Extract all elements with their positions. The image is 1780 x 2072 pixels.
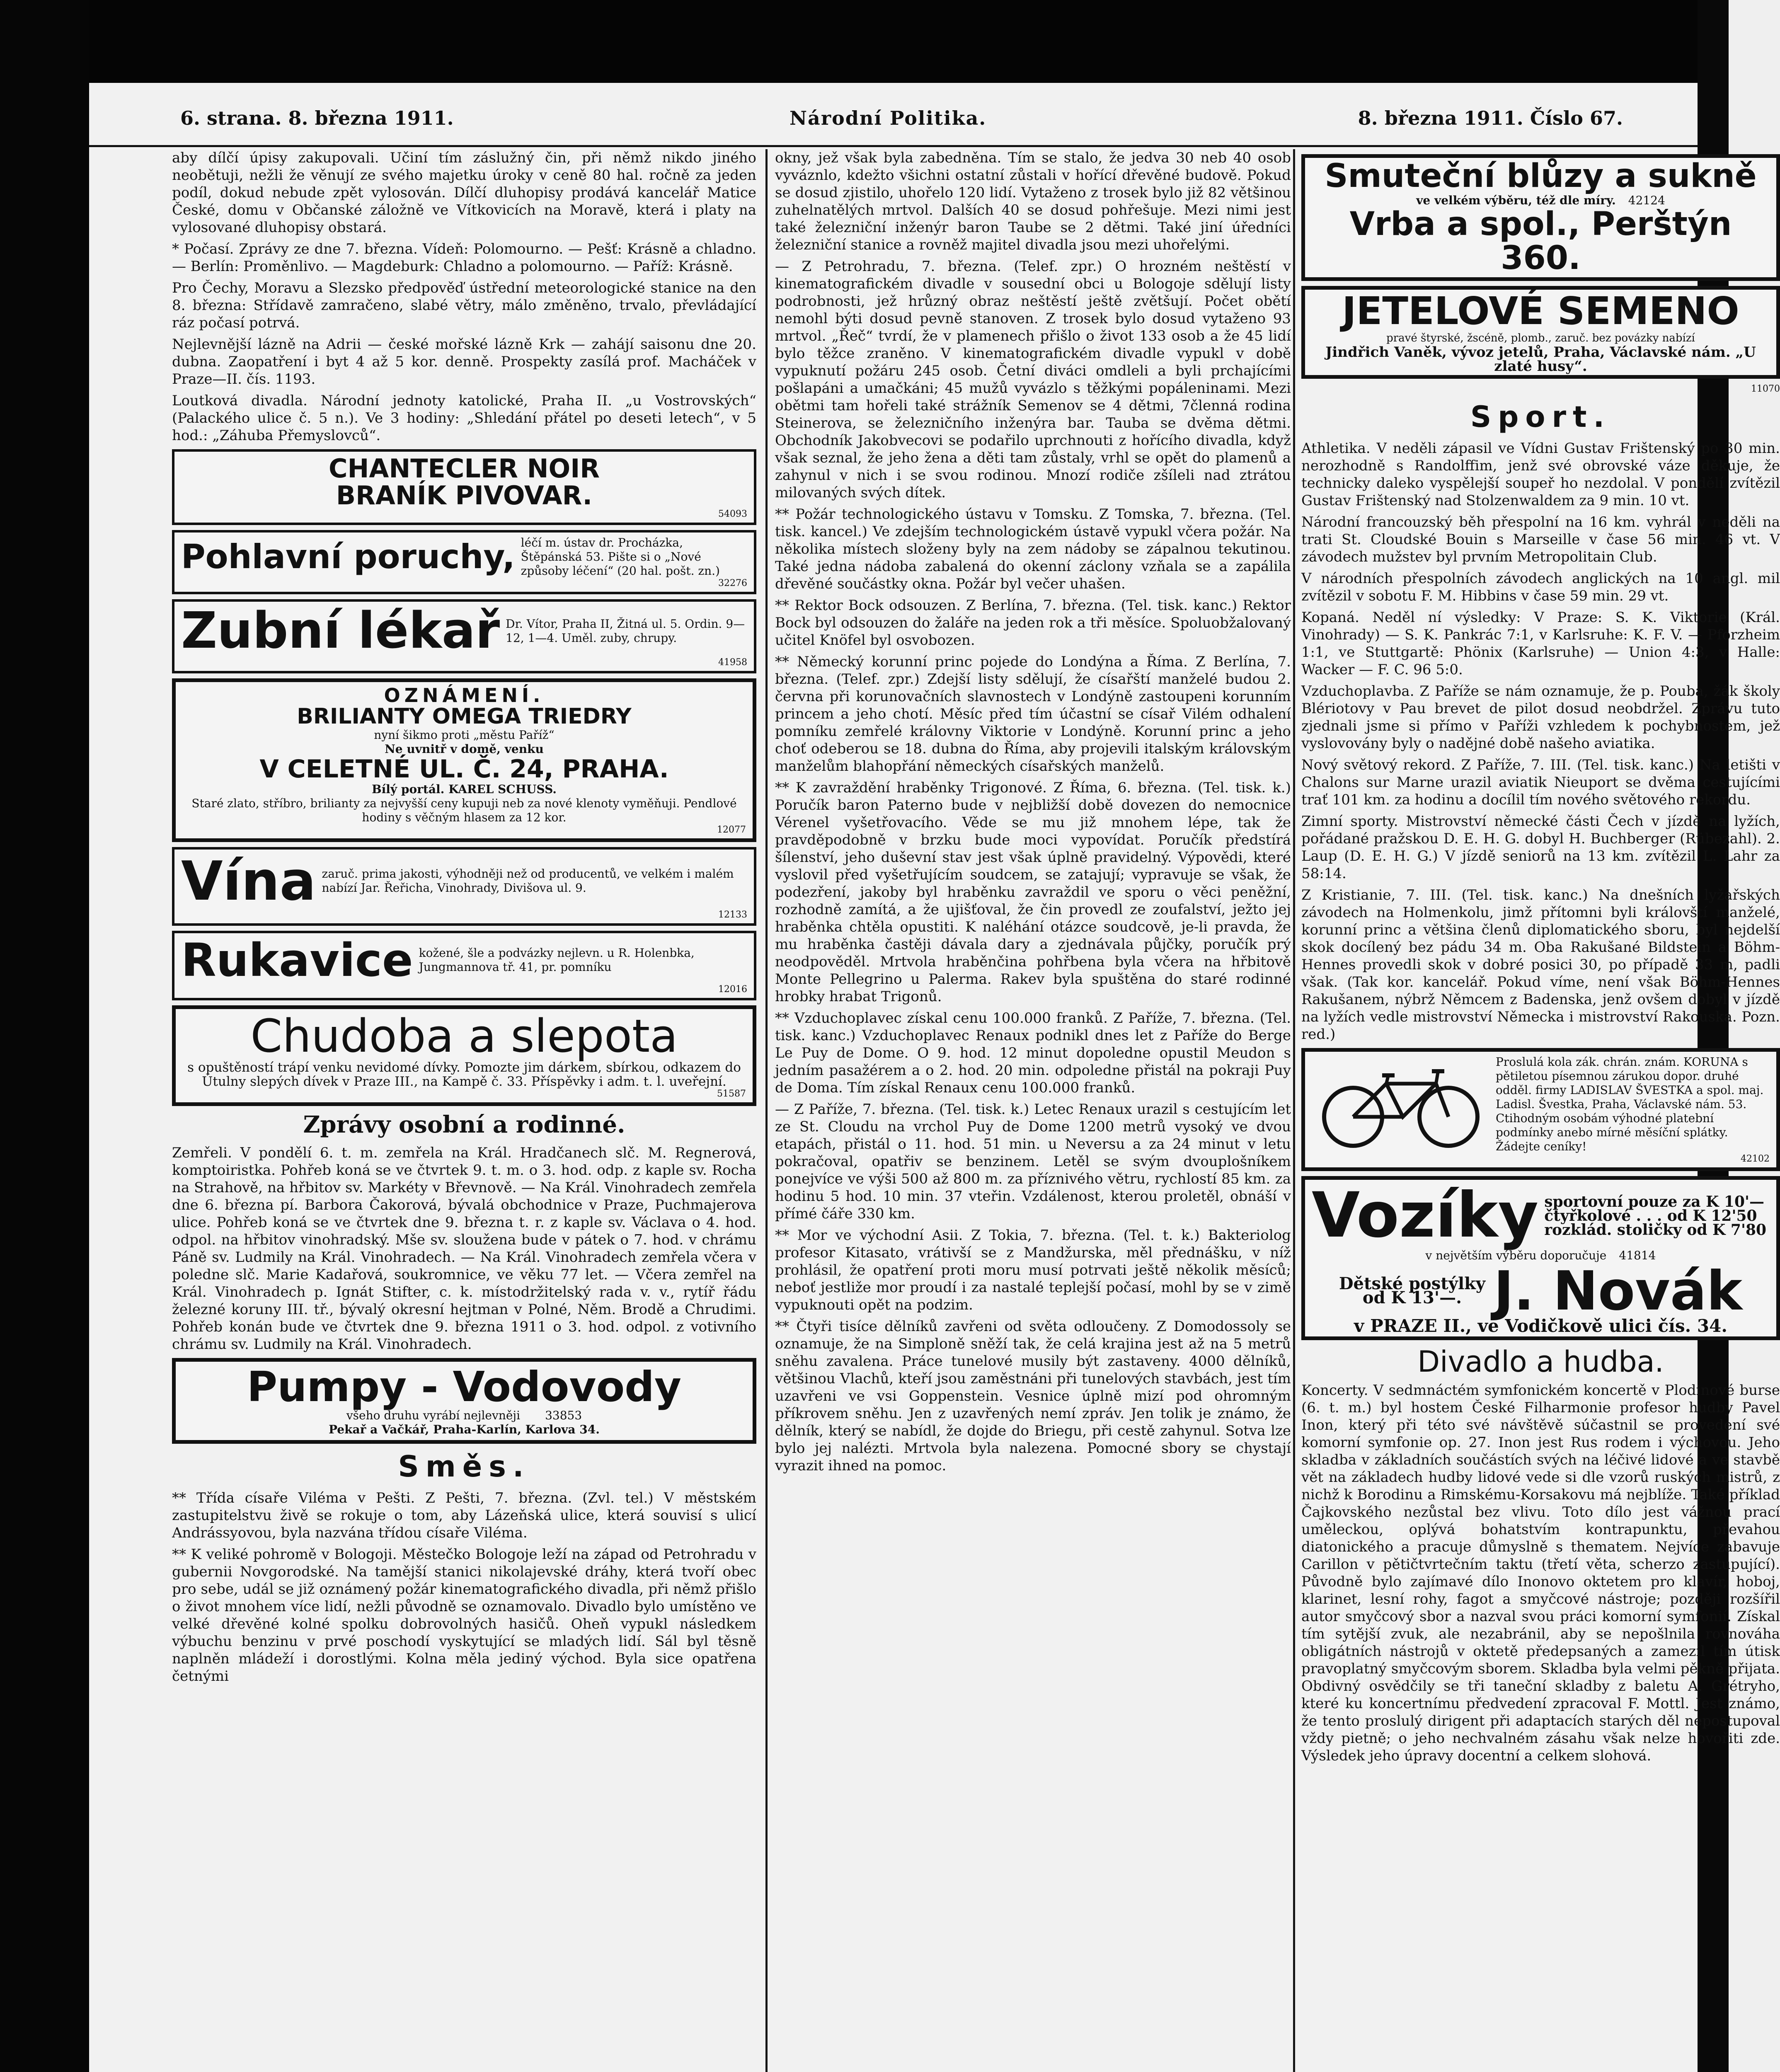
section-heading-smes: Směs. — [398, 1449, 530, 1484]
ad-title: OZNÁMENÍ. — [384, 684, 545, 707]
sport-item: Z Kristianie, 7. III. (Tel. tisk. kanc.) Na dnešních lyžařských závodech na Holmenkolu, jimž přítomni byli královští manželé, korunní princ a většina členů diplomatického sboru, byl nejdelší skok docílený bez pádu 34 m. Oba Rakušané Bildstein a Böhm-Hennes provedli skok v dobré posici 30, po případě 33 m, padli však. (Tak kor. kancelář. Pokud víme, není však Böhm-Hennes Rakušanem, nýbrž Němcem z Badenska, jenž ovšem dobyl v jízdě na lyžích vedle mistrovství Německa i mistrovství Rakouska. Pozn. red.) — [1301, 887, 1780, 1043]
ad-oznameni-brilianty — [172, 678, 756, 842]
article-text: aby dílčí úpisy zakupovali. Učiní tím záslužný čin, při němž nikdo jiného neobětuji, nežli že věnují ze svého majetku úroky v ceně 80 hal. ročně za jeden podíl, dokud nebude zpět vylosován. Dílčí dluhopisy prodává kancelář Matice České, domu v Občanské záložně ve Vítkovicích na Moravě, která i platy na vylosované dluhopisy obstará. — [172, 150, 756, 236]
ad-code: 12077 — [717, 825, 746, 835]
sport-item: Athletika. V neděli zápasil ve Vídni Gustav Frištenský po 30 min. nerozhodně s Randolffim, jenž své obrovské váze děkuje, že technicky daleko vyspělejší soupeř ho nezdolal. V pondělí zvítězil Gustav Frištenský nad Stolzenwaldem za 9 min. 10 vt. — [1301, 440, 1780, 509]
section-heading-sport: Sport. — [1470, 400, 1611, 434]
column-rule-2 — [1293, 149, 1295, 2072]
sport-item: Nový světový rekord. Z Paříže, 7. III. (Tel. tisk. kanc.) Na letišti v Chalons sur Marne urazil aviatik Nieuport se dvěma cestujícími trať 101 km. za hodinu a docílil tím nového světového rekordu. — [1301, 757, 1780, 808]
ad-code: 42124 — [1628, 193, 1665, 207]
ad-text: s opuštěností trápí venku nevidomé dívky. Pomozte jim dárkem, sbírkou, odkazem do Útulny slepých dívek v Praze III., na Kampě č. 33. Příspěvky i adm. t. l. uveřejní. — [187, 1060, 741, 1089]
ad-price-line: sportovní pouze za K 10'— — [1544, 1193, 1765, 1211]
ad-brand: BRILIANTY OMEGA TRIEDRY — [297, 704, 632, 729]
ad-headline: Smuteční blůzy a sukně — [1325, 157, 1757, 195]
news-item: okny, jež však byla zabedněna. Tím se stalo, že jedva 30 neb 40 osob vyváznlo, kdežto všichni ostatní zůstali v hořící dřevěné budově. Pokud se dosud zjistilo, uhořelo 120 lidí. Vytaženo z trosek bylo již 82 většinou zuhelnatělých mrtvol. Dalších 40 se dosud pohřešuje. Mezi nimi jest také železniční inženýr baron Taube se 2 dětmi. Také jiní úředníci železniční stanice a rovněž majitel divadla jsou mezi uhořelými. — [775, 150, 1291, 253]
ad-code: 32276 — [718, 578, 747, 589]
ad-text: zaruč. prima jakosti, výhodněji než od producentů, ve velkém i malém nabízí Jar. Řeřicha, Vinohrady, Divišova ul. 9. — [322, 867, 734, 895]
news-item: ** Rektor Bock odsouzen. Z Berlína, 7. března. (Tel. tisk. kanc.) Rektor Bock byl odsouzen do žaláře na jeden rok a tři měsíce. Spoluobžalovaný učitel Knöfel byl osvobozen. — [775, 597, 1291, 649]
page-header — [89, 83, 1698, 147]
ad-address: Pekař a Vačkář, Praha-Karlín, Karlova 34. — [329, 1422, 600, 1436]
scan-border-left — [0, 0, 89, 2072]
section-heading-personal-news: Zprávy osobní a rodinné. — [303, 1111, 625, 1138]
news-item: ** Požár technologického ústavu v Tomsku. Z Tomska, 7. března. (Tel. tisk. kancel.) Ve zdejším technologickém ústavě vypukl včera požár. Na několika místech složeny byly na zem nádoby se zápalnou tekutinou. Také jedna nádoba zabalená do okenní záclony vzňala se a zapálila dřevěné součástky okna. Požár byl večer uhašen. — [775, 506, 1291, 592]
concert-review: Koncerty. V sedmnáctém symfonickém koncertě v Plodinové burse (6. t. m.) byl hostem České Filharmonie profesor hudby Pavel Inon, který při této své návštěvě súčastnil se provedení své komorní symfonie op. 27. Inon jest Rus rodem i výchovou. Jeho skladba v základních součástích svých na léčivé lidové a ve stavbě vět na základech hudby lidové vede si dle vzorů ruských mistrů, z nichž k Borodinu a Rimskému-Korsakovu má nejblíže. Také příklad Čajkovského nezůstal bez vlivu. Toto dílo jest vážnou prací uměleckou, oplývá bohatstvím kontrapunktu, převahou diatonického a pracuje důmyslně s thematem. Nejvíce zabavuje Carillon v pětičtvrtečním taktu (třetí věta, scherzo zastupující). Původně bylo zajímavé dílo Inonovo oktetem pro klavír, hoboj, klarinet, lesní rohy, fagot a smyčcové nástroje; později rozšířil autor smyčcový sbor a nazval svou práci komorní symfonií. Získal tím sytější zvuk, ale nezabránil, aby se nepošlnila rovnováha obligátních nástrojů v oktetě předepsaných a zamezil tím útisk pravoplatný smyčcovým sborem. Skladba byla velmi pěkně přijata. Obdivný osvědčily se tři taneční skladby z baletu A. Grétryho, které ku koncertnímu předvedení zpracoval F. Mottl. Jest známo, že tento proslulý dirigent při adaptacích starých děl nepostupoval vždy pietně; o jeho nechvalném zásahu však nelze hovořiti zde. Výsledek jeho úpravy docentní a celkem slohová. — [1301, 1382, 1780, 1765]
ad-address: V CELETNÉ UL. Č. 24, PRAHA. — [259, 755, 669, 784]
header-left: 6. strana. 8. března 1911. — [180, 107, 454, 129]
ad-price-line: rozklád. stoličky od K 7'80 — [1544, 1221, 1767, 1239]
ad-headline: Pumpy - Vodovody — [247, 1362, 682, 1411]
ad-code: 12133 — [718, 909, 747, 920]
ad-headline: Chudoba a slepota — [250, 1009, 678, 1063]
ad-text: Staré zlato, stříbro, brilianty za nejvyšší ceny kupuji neb za nové klenoty vyměňuji. Pendlové hodiny s věčným hlasem za 12 kor. — [191, 796, 737, 825]
bicycle-icon — [1312, 1059, 1490, 1150]
ad-kola-koruna — [1301, 1048, 1780, 1171]
ad-text: Bílý portál. KAREL SCHUSS. — [371, 782, 557, 796]
ad-chantecler-line1: CHANTECLER NOIR — [329, 453, 600, 484]
ad-code: 54093 — [718, 509, 747, 520]
obituaries: Zemřeli. V pondělí 6. t. m. zemřela na Král. Hradčanech slč. M. Regnerová, komptoiristka. Pohřeb koná se ve čtvrtek 9. t. m. o 3. hod. odp. z kaple sv. Rocha na Strahově, na hřbitov sv. Markéty v Břevnově. — Na Král. Vinohradech zemřela dne 6. března pí. Barbora Čakorová, bývalá obchodnice v Praze, Puchmajerova ulice. Pohřeb koná se ve čtvrtek dne 9. března t. r. z kaple sv. Václava o 4. hod. odpol. na hřbitov vinohradský. Mše sv. sloužena bude v pátek o 7. hod. v chrámu Páně sv. Ludmily na Král. Vinohradech. — Na Král. Vinohradech zemřela včera v poledne slč. Marie Kadařová, soukromnice, ve věku 77 let. — Včera zemřel na Král. Vinohradech p. Ignát Stifter, c. k. místodržitelský rada v. v., rytíř řádu železné koruny III. tř., bývalý okresní hejtman v Polné, Něm. Brodě a Chrudimi. Pohřeb konán bude ve čtvrtek dne 9. března 1911 o 3. hod. odpol. z votivního chrámu sv. Ludmily na Král. Vinohradech. — [172, 1144, 756, 1353]
news-item: ** Mor ve východní Asii. Z Tokia, 7. března. (Tel. t. k.) Bakteriolog profesor Kitasato, vrátivší se z Mandžurska, měl přednášku, v níž prohlásil, že opatření proti moru musí potrvati ještě několik měsíců; neboť jestliže mor proudí i za nastalé teplejší počasí, mohl by se v zimě vypuknouti opět na podzim. — [775, 1227, 1291, 1313]
ad-zubni-lekar — [172, 599, 756, 673]
ad-chudoba-slepota — [172, 1005, 756, 1106]
sport-item: Národní francouzský běh přespolní na 16 km. vyhrál v neděli na trati St. Cloudské Bouin s Marseille v čase 56 min. 46 vt. V závodech mužstev byl prvním Metropolitain Club. — [1301, 514, 1780, 566]
ad-text: nyní šikmo proti „městu Paříž“ — [374, 728, 555, 742]
ad-pohlavni-poruchy — [172, 530, 756, 594]
puppet-theatre-notice: Loutková divadla. Národní jednoty katolické, Praha II. „u Vostrovských“ (Palackého ulice č. 5 n.). Ve 3 hodiny: „Shledání přátel po deseti letech“, v 5 hod.: „Záhuba Přemyslovců“. — [172, 392, 756, 444]
ad-headline: Zubní lékař — [181, 602, 500, 660]
weather-report: * Počasí. Zprávy ze dne 7. března. Vídeň: Polomourno. — Pešť: Krásně a chladno. — Berlín: Proměnlivo. — Magdeburk: Chladno a polomourno. — Paříž: Krásně. — [172, 241, 756, 275]
ad-text: Dětské postýlky — [1339, 1274, 1486, 1294]
ad-text: ve velkém výběru, též dle míry. — [1416, 193, 1616, 207]
masthead-title: Národní Politika. — [789, 107, 987, 129]
ad-headline: Pohlavní poruchy, — [181, 537, 515, 576]
column-1 — [172, 149, 756, 2072]
ad-text: Jindřich Vaněk, vývoz jetelů, Praha, Václavské nám. „U zlaté husy“. — [1325, 344, 1756, 375]
ad-text: Proslulá kola zák. chrán. znám. KORUNA s pětiletou písemnou zárukou dopor. druhé odděl. firmy LADISLAV ŠVESTKA a spol. maj. Ladisl. Švestka, Praha, Václavské nám. 53. Ctihodným osobám výhodné platební podmínky anebo mírné měsíční splátky. Žádejte ceníky! — [1496, 1055, 1764, 1154]
ad-address: v PRAZE II., ve Vodičkově ulici čís. 34. — [1354, 1316, 1727, 1336]
news-item: ** Třída císaře Viléma v Pešti. Z Pešti, 7. března. (Zvl. tel.) V městském zastupitelstvu živě se rokuje o tom, aby Lázeňská ulice, která souvisí s ulicí Andrássyovou, byla nazvána třídou císaře Viléma. — [172, 1489, 756, 1541]
news-item: ** Čtyři tisíce dělníků zavřeni od světa odloučeny. Z Domodossoly se oznamuje, že na Simploně sněží tak, že celá krajina jest až na 5 metrů sněhu zavalena. Práce tunelové musily být zastaveny. 4000 dělníků, většinou Vlachů, kteří jsou zaměstnáni při tunelových stavbách, jest tím uzavřeni ve vsi Goppenstein. Vesnice úplně mizí pod ohromným příkrovem sněhu. Jen z uzavřených nemí zpráv. Jen tolik je známo, že dělník, který se nabídl, že dojde do Briegu, při cestě zahynul. Sotva lze bylo jej nalézti. Mrtvola byla nalezena. Pomocné sbory se chystají vyrazit ihned na pomoc. — [775, 1318, 1291, 1474]
ad-pumpy-vodovody — [172, 1358, 756, 1444]
scan-border-top — [0, 0, 1729, 83]
sport-item: Vzduchoplavba. Z Paříže se nám oznamuje, že p. Pouba, žák školy Blériotovy v Pau brevet de pilot dosud neobdržel. Zprávu tuto zjednali jsme si přímo v Paříži vzhledem k pochybnostem, jež vyslovovány byly o nadějné době našeho aviatika. — [1301, 683, 1780, 752]
sport-item: V národních přespolních závodech anglických na 10 angl. mil zvítězil v sobotu F. M. Hibbins v čase 59 min. 29 vt. — [1301, 570, 1780, 605]
ad-text: v největším výběru doporučuje — [1425, 1248, 1607, 1262]
ad-text: Ne uvnitř v domě, venku — [385, 742, 544, 756]
ad-headline: Rukavice — [181, 933, 413, 987]
column-rule-1 — [765, 149, 768, 2072]
ad-code: 41814 — [1619, 1248, 1656, 1262]
ad-chantecler-line2: BRANÍK PIVOVAR. — [336, 480, 593, 511]
ad-headline: JETELOVÉ SEMENO — [1342, 288, 1739, 333]
ad-code: 33853 — [545, 1408, 582, 1422]
ad-chantecler — [172, 449, 756, 525]
ad-code: 41958 — [718, 657, 747, 668]
ad-voziky-novak — [1301, 1176, 1780, 1340]
spa-notice: Nejlevnější lázně na Adrii — české mořské lázně Krk — zahájí saisonu dne 20. dubna. Zaopatření i byt 4 až 5 kor. denně. Prospekty zasílá prof. Macháček v Praze—II. čís. 1193. — [172, 336, 756, 387]
news-item: — Z Paříže, 7. března. (Tel. tisk. k.) Letec Renaux urazil s cestujícím let ze St. Cloudu na vrchol Puy de Dome 1200 metrů vysoký ve dvou etapách, přistál o 11. hod. 51 min. u Neversu a za 24 minut v letu pokračoval, opatřiv se benzinem. Letěl se svým dvouplošníkem ponejvíce ve výši 500 až 800 m. za příznivého větru, rychlostí 85 km. za hodinu 5 hod. 10 min. 37 vteřin. Vzdálenost, kterou proletěl, obnáší v přímé čáře 330 km. — [775, 1101, 1291, 1222]
news-item: ** Německý korunní princ pojede do Londýna a Říma. Z Berlína, 7. března. (Telef. zpr.) Zdejší listy sdělují, že císařští manželé budou 2. června při korunovačních slavnostech v Londýně zastoupeni korunním princem a jeho chotí. Měsíc před tím účastní se císař Vilém odhalení pomníku zemřelé královny Viktorie v Londýně. Korunní princ a jeho choť odeberou se 18. dubna do Říma, aby projevili italským královským manželům blahopřání německých císařských manželů. — [775, 654, 1291, 775]
column-3 — [1301, 149, 1780, 2072]
newspaper-page — [89, 83, 1780, 2072]
column-2 — [775, 149, 1291, 2072]
ad-price-line: čtyřkolové . . . od K 12'50 — [1544, 1207, 1757, 1225]
sport-item: Kopaná. Neděl ní výsledky: V Praze: S. K. Viktorie (Král. Vinohrady) — S. K. Pankrác 7:1, v Karlsruhe: K. F. V. — Pforzheim 1:1, ve Stuttgartě: Phönix (Karlsruhe) — Union 4:3, v Halle: Wacker — F. C. 96 5:0. — [1301, 609, 1780, 678]
sport-item: Zimní sporty. Mistrovství německé části Čech v jízdě na lyžích, pořádané pražskou D. E. H. G. dobyl H. Buchberger (Rübezahl). 2. Laup (D. E. H. G.) V jízdě seniorů na 13 km. zvítězil L. Lahr za 58:14. — [1301, 813, 1780, 882]
header-right: 8. března 1911. Číslo 67. — [1358, 107, 1623, 129]
ad-jetelove-semeno — [1301, 286, 1780, 379]
ad-headline: Vozíky — [1312, 1179, 1539, 1252]
ad-text: pravé štyrské, žscéně, plomb., zaruč. bez povázky nabízí — [1386, 332, 1695, 345]
ad-text: kožené, šle a podvázky nejlevn. u R. Holenbka, Jungmannova tř. 41, pr. pomníku — [419, 946, 695, 974]
ad-merchant: J. Novák — [1494, 1259, 1743, 1322]
ad-smutecni-bluzy — [1301, 154, 1780, 281]
ad-vina — [172, 847, 756, 926]
ad-code: 42102 — [1741, 1154, 1770, 1164]
news-item: — Z Petrohradu, 7. března. (Telef. zpr.) O hrozném neštěstí v kinematografickém divadle v sousední obci u Bologoje sdělují listy podrobnosti, jež hrůzný obraz neštěstí ještě zvětšují. Počet obětí nemohl býti dosud pevně stanoven. Z trosek bylo dosud vytaženo 93 mrtvol. „Řeč“ tvrdí, že v plamenech přišlo o život 133 osob a že 45 lidí bylo těžce zraněno. V kinematografickém divadle vypukl v době vypuknutí požáru 245 osob. Četní diváci omdleli a byli prchajícími pošlapáni a umačkáni; 45 mužů vyvázlo s těžkými popáleninami. Mezi obětmi tam hořeli také strážník Semenov se 4 dětmi, 7členná rodina Steinerova, se železničního inženýra bar. Tauba se dvěma dětmi. Obchodník Jakobvecovi se podařilo uprchnouti z hořícího divadla, když však seznal, že jeho žena a děti tam zůstaly, vrhl se opět do plamenů a zahynul v nich i se svou rodinou. Mnozí rodiče zšíleli nad ztrátou milovaných svých dítek. — [775, 258, 1291, 501]
weather-forecast: Pro Čechy, Moravu a Slezsko předpověď ústřední meteorologické stanice na den 8. března: Střídavě zamračeno, slabé větry, málo změněno, trvalo, převládající ráz počasí potrvá. — [172, 280, 756, 331]
ad-code: 11070 — [1751, 384, 1780, 395]
ad-headline: Vína — [181, 850, 316, 913]
ad-text: léčí m. ústav dr. Procházka, Štěpánská 53. Pište si o „Nové způsoby léčení“ (20 hal. pošt. zn.) — [521, 536, 720, 578]
ad-text: všeho druhu vyrábí nejlevněji — [346, 1408, 521, 1422]
news-item: ** K veliké pohromě v Bologoji. Městečko Bologoje leží na západ od Petrohradu v gubernii Novgorodské. Na tamější stanici nikolajevské dráhy, která tvoří obec pro sebe, udál se již oznámený požár kinematografického divadla, při němž přišlo o život mnohem více lidí, nežli původně se oznamovalo. Divadlo bylo umístěno ve velké dřevěné kolné spolku dobrovolných hasičů. Oheň vypukl následkem výbuchu benzinu v prvé poschodí vyskytující se mladých lidí. Sál byl těsně naplněn mládeží i dorostlými. Kolna měla jediný východ. Byla sice opatřena četnými — [172, 1546, 756, 1685]
ad-code: 12016 — [718, 984, 747, 995]
section-heading-theatre-music: Divadlo a hudba. — [1417, 1345, 1664, 1379]
ad-text: Dr. Vítor, Praha II, Žitná ul. 5. Ordin. 9—12, 1—4. Uměl. zuby, chrupy. — [506, 617, 745, 645]
news-item: ** K zavraždění hraběnky Trigonové. Z Říma, 6. března. (Tel. tisk. k.) Poručík baron Paterno bude v nejbližší době dovezen do nemocnice Vérenel vyšetřovacího. Věde se mu již mnohem lépe, tak že pravděpodobně v brzku bude moci vypovídat. Poručík předstírá šílenství, jeho duševní stav jest však úplně pravidelný. Výpovědi, které vyslovil před vyšetřujícím soudcem, se zatajují; vypravuje se však, že podezření, jakoby byl hraběnku zavraždil ve sporu o věci peněžní, rozhodně zamítá, a že ujišťoval, že čin provedl ze zoufalství, ježto jej hraběnka chtěla opustiti. K naléhání otázce soudcově, je-li pravda, že mu hraběnka častěji dávala dary a zjednávala půjčky, poručík prý neodpověděl. Mrtvola hraběnčina pohřbena byla včera na hřbitově Monte Pellegrino u Palerma. Rakev byla spuštěna do staré rodinné hrobky hrabat Trigonů. — [775, 779, 1291, 1005]
ad-address: Vrba a spol., Perštýn 360. — [1349, 205, 1732, 277]
ad-text: od K 13'—. — [1362, 1288, 1462, 1308]
ad-code: 51587 — [717, 1088, 746, 1099]
ad-rukavice — [172, 931, 756, 1001]
news-item: ** Vzduchoplavec získal cenu 100.000 franků. Z Paříže, 7. března. (Tel. tisk. kanc.) Vzduchoplavec Renaux podnikl dnes let z Paříže do Berge Le Puy de Dome. O 9. hod. 12 minut dopoledne opustil Meudon s jedním pasažérem a o 2. hod. 20 min. odpoledne přistál na pokraji Puy de Doma. Tím získal Renaux cenu 100.000 franků. — [775, 1010, 1291, 1096]
